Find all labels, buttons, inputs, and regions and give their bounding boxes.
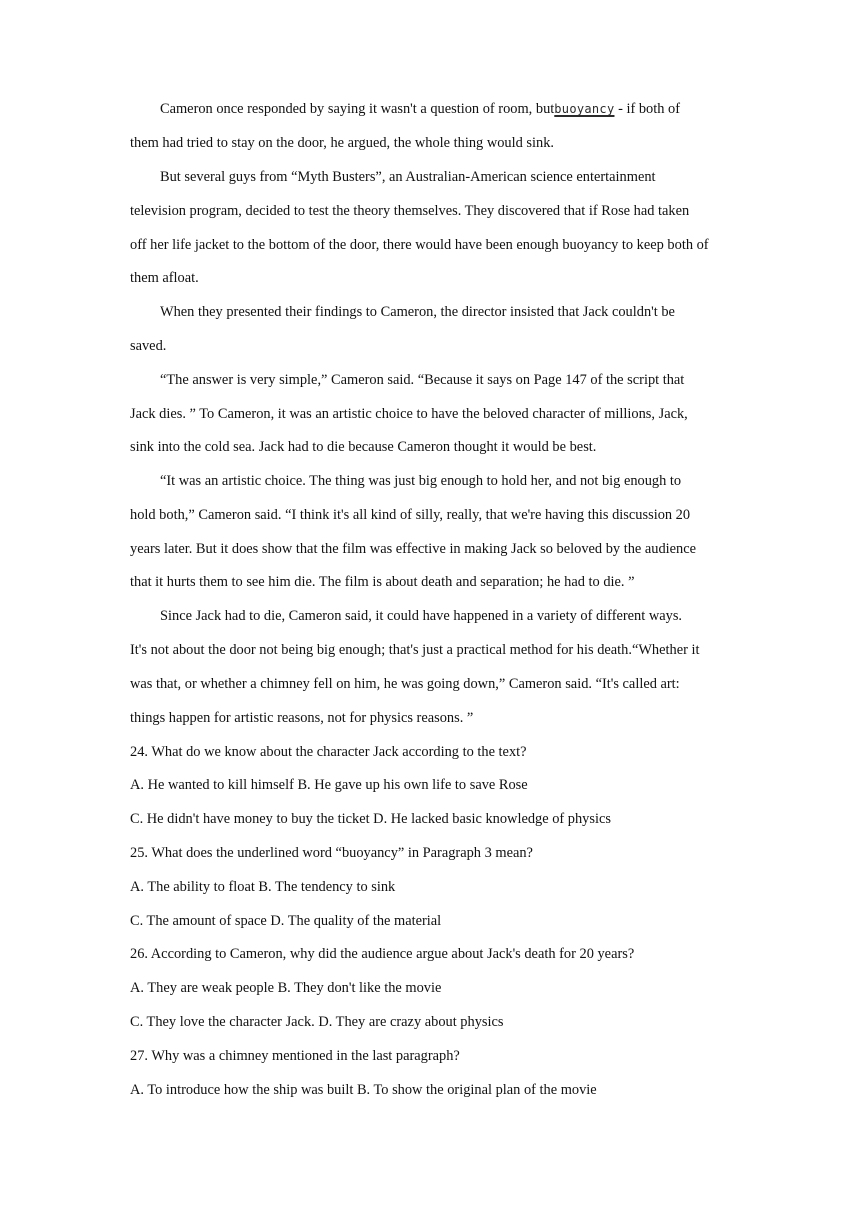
question-24-options-cd: C. He didn't have money to buy the ticket D. He lacked basic knowledge of physics [130, 811, 611, 827]
paragraph-6-line-1: Since Jack had to die, Cameron said, it could have happened in a variety of different ways. [160, 608, 683, 624]
paragraph-4-line-1: “The answer is very simple,” Cameron said. “Because it says on Page 147 of the script that [160, 372, 685, 388]
paragraph-1-text-before: Cameron once responded by saying it wasn't a question of room, but [160, 101, 555, 117]
paragraph-5-line-2: hold both,” Cameron said. “I think it's all kind of silly, really, that we're having this discussion 20 [130, 507, 691, 523]
question-26-options-ab: A. They are weak people B. They don't like the movie [130, 980, 442, 996]
question-27-options-ab: A. To introduce how the ship was built B. To show the original plan of the movie [130, 1082, 597, 1098]
paragraph-1-text-after: - if both of [614, 101, 681, 117]
paragraph-5-line-3: years later. But it does show that the film was effective in making Jack so beloved by the audience [130, 541, 697, 557]
question-24-options-ab: A. He wanted to kill himself B. He gave up his own life to save Rose [130, 777, 528, 793]
question-25-options-cd: C. The amount of space D. The quality of the material [130, 913, 442, 929]
question-24: 24. What do we know about the character Jack according to the text? [130, 744, 527, 760]
paragraph-1-line-1 [160, 99, 680, 119]
paragraph-2-line-4: them afloat. [130, 270, 199, 286]
paragraph-2-line-1: But several guys from “Myth Busters”, an Australian-American science entertainment [160, 169, 656, 185]
paragraph-6-line-4: things happen for artistic reasons, not for physics reasons. ” [130, 710, 474, 726]
paragraph-3-line-1: When they presented their findings to Cameron, the director insisted that Jack couldn't be [160, 304, 675, 320]
paragraph-4-line-2: Jack dies. ” To Cameron, it was an artistic choice to have the beloved character of millions, Jack, [130, 406, 688, 422]
question-25: 25. What does the underlined word “buoyancy” in Paragraph 3 mean? [130, 845, 533, 861]
question-26: 26. According to Cameron, why did the audience argue about Jack's death for 20 years? [130, 946, 635, 962]
paragraph-4-line-3: sink into the cold sea. Jack had to die because Cameron thought it would be best. [130, 439, 597, 455]
paragraph-2-line-3: off her life jacket to the bottom of the door, there would have been enough buoyancy to keep both of [130, 237, 709, 253]
underlined-word-buoyancy: buoyancy [554, 102, 615, 116]
paragraph-6-line-2: It's not about the door not being big enough; that's just a practical method for his death.“Whether it [130, 642, 700, 658]
paragraph-5-line-1: “It was an artistic choice. The thing was just big enough to hold her, and not big enough to [160, 473, 682, 489]
paragraph-1-line-2: them had tried to stay on the door, he argued, the whole thing would sink. [130, 135, 555, 151]
question-27: 27. Why was a chimney mentioned in the last paragraph? [130, 1048, 460, 1064]
paragraph-5-line-4: that it hurts them to see him die. The film is about death and separation; he had to die. ” [130, 574, 635, 590]
question-26-options-cd: C. They love the character Jack. D. They are crazy about physics [130, 1014, 504, 1030]
paragraph-2-line-2: television program, decided to test the theory themselves. They discovered that if Rose had taken [130, 203, 690, 219]
paragraph-6-line-3: was that, or whether a chimney fell on him, he was going down,” Cameron said. “It's called art: [130, 676, 680, 692]
paragraph-3-line-2: saved. [130, 338, 167, 354]
question-25-options-ab: A. The ability to float B. The tendency to sink [130, 879, 396, 895]
